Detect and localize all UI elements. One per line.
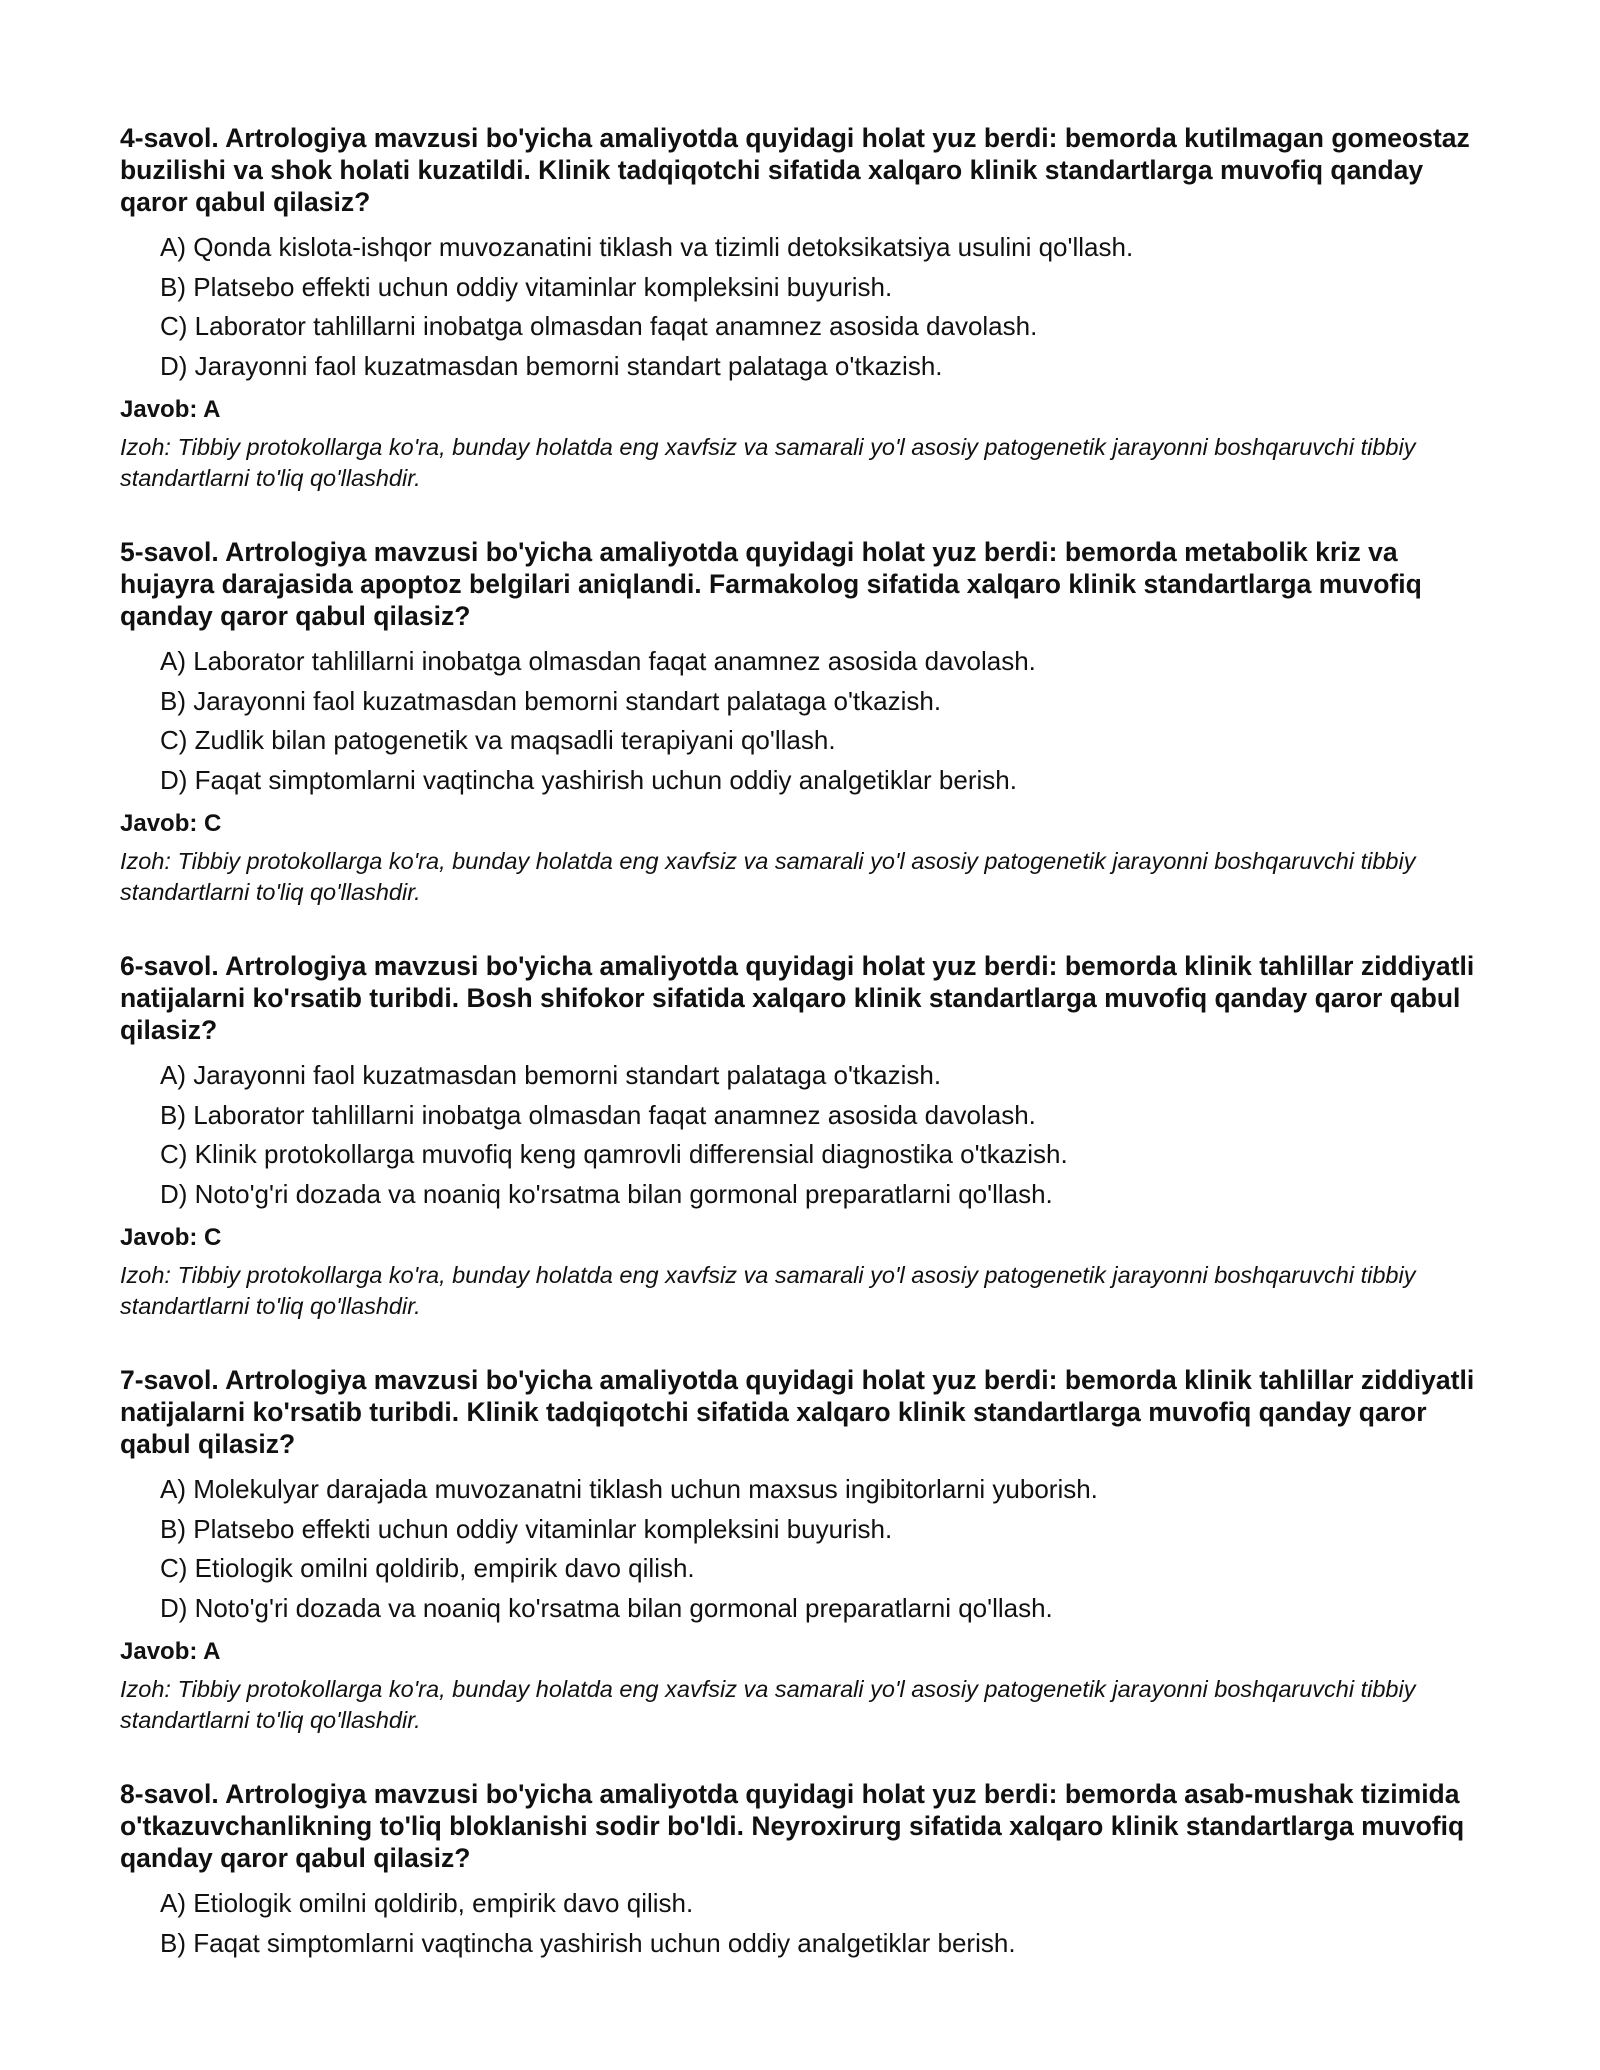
question-title: 5-savol. Artrologiya mavzusi bo'yicha amaliyotda quyidagi holat yuz berdi: bemorda metabolik kriz va hujayra darajasida apoptoz belgilari aniqlandi. Farmakolog sifatida xalqaro klinik standartlarga muvofiq qanday qaror qabul qilasiz? <box>120 537 1422 631</box>
option-c: C) Laborator tahlillarni inobatga olmasdan faqat anamnez asosida davolash. <box>160 311 1038 341</box>
option-list <box>120 1884 1490 1963</box>
document-page <box>120 122 1490 2005</box>
option-a: A) Laborator tahlillarni inobatga olmasdan faqat anamnez asosida davolash. <box>160 646 1036 676</box>
option-a: A) Jarayonni faol kuzatmasdan bemorni standart palataga o'tkazish. <box>160 1060 942 1090</box>
option-b: B) Jarayonni faol kuzatmasdan bemorni standart palataga o'tkazish. <box>160 685 942 716</box>
explanation: Izoh: Tibbiy protokollarga ko'ra, bunday holatda eng xavfsiz va samarali yo'l asosiy patogenetik jarayonni boshqaruvchi tibbiy standartlarni to'liq qo'llashdir. <box>120 1676 1416 1733</box>
option-d: D) Noto'g'ri dozada va noaniq ko'rsatma bilan gormonal preparatlarni qo'llash. <box>160 1592 1053 1623</box>
explanation: Izoh: Tibbiy protokollarga ko'ra, bunday holatda eng xavfsiz va samarali yo'l asosiy patogenetik jarayonni boshqaruvchi tibbiy standartlarni to'liq qo'llashdir. <box>120 1262 1416 1319</box>
answer: Javob: C <box>120 1224 222 1251</box>
option-list <box>120 642 1490 800</box>
question-5 <box>120 536 1490 908</box>
question-title: 4-savol. Artrologiya mavzusi bo'yicha amaliyotda quyidagi holat yuz berdi: bemorda kutilmagan gomeostaz buzilishi va shok holati kuzatildi. Klinik tadqiqotchi sifatida xalqaro klinik standartlarga muvofiq qanday qaror qabul qilasiz? <box>120 123 1470 217</box>
question-title: 7-savol. Artrologiya mavzusi bo'yicha amaliyotda quyidagi holat yuz berdi: bemorda klinik tahlillar ziddiyatli natijalarni ko'rsatib turibdi. Klinik tadqiqotchi sifatida xalqaro klinik standartlarga muvofiq qanday qaror qabul qilasiz? <box>120 1365 1475 1459</box>
answer: Javob: C <box>120 810 222 837</box>
option-b: B) Platsebo effekti uchun oddiy vitaminlar kompleksini buyurish. <box>160 271 893 302</box>
question-6 <box>120 950 1490 1322</box>
option-list <box>120 1056 1490 1214</box>
question-title: 8-savol. Artrologiya mavzusi bo'yicha amaliyotda quyidagi holat yuz berdi: bemorda asab-mushak tizimida o'tkazuvchanlikning to'liq bloklanishi sodir bo'ldi. Neyroxirurg sifatida xalqaro klinik standartlarga muvofiq qanday qaror qabul qilasiz? <box>120 1779 1465 1873</box>
option-d: D) Jarayonni faol kuzatmasdan bemorni standart palataga o'tkazish. <box>160 350 943 381</box>
option-b: B) Laborator tahlillarni inobatga olmasdan faqat anamnez asosida davolash. <box>160 1099 1036 1130</box>
option-d: D) Faqat simptomlarni vaqtincha yashirish uchun oddiy analgetiklar berish. <box>160 764 1017 795</box>
answer: Javob: A <box>120 1638 221 1665</box>
option-c: C) Zudlik bilan patogenetik va maqsadli terapiyani qo'llash. <box>160 725 836 755</box>
answer: Javob: A <box>120 396 221 423</box>
option-list <box>120 228 1490 386</box>
question-4 <box>120 122 1490 494</box>
question-title: 6-savol. Artrologiya mavzusi bo'yicha amaliyotda quyidagi holat yuz berdi: bemorda klinik tahlillar ziddiyatli natijalarni ko'rsatib turibdi. Bosh shifokor sifatida xalqaro klinik standartlarga muvofiq qanday qaror qabul qilasiz? <box>120 951 1475 1045</box>
option-a: A) Molekulyar darajada muvozanatni tiklash uchun maxsus ingibitorlarni yuborish. <box>160 1474 1098 1504</box>
question-8 <box>120 1778 1490 1963</box>
option-a: A) Etiologik omilni qoldirib, empirik davo qilish. <box>160 1888 694 1918</box>
explanation: Izoh: Tibbiy protokollarga ko'ra, bunday holatda eng xavfsiz va samarali yo'l asosiy patogenetik jarayonni boshqaruvchi tibbiy standartlarni to'liq qo'llashdir. <box>120 848 1416 905</box>
explanation: Izoh: Tibbiy protokollarga ko'ra, bunday holatda eng xavfsiz va samarali yo'l asosiy patogenetik jarayonni boshqaruvchi tibbiy standartlarni to'liq qo'llashdir. <box>120 434 1416 491</box>
option-a: A) Qonda kislota-ishqor muvozanatini tiklash va tizimli detoksikatsiya usulini qo'llash. <box>160 232 1134 262</box>
question-7 <box>120 1364 1490 1736</box>
option-d: D) Noto'g'ri dozada va noaniq ko'rsatma bilan gormonal preparatlarni qo'llash. <box>160 1178 1053 1209</box>
option-c: C) Klinik protokollarga muvofiq keng qamrovli differensial diagnostika o'tkazish. <box>160 1139 1068 1169</box>
option-c: C) Etiologik omilni qoldirib, empirik davo qilish. <box>160 1553 695 1583</box>
option-b: B) Faqat simptomlarni vaqtincha yashirish uchun oddiy analgetiklar berish. <box>160 1927 1016 1958</box>
option-b: B) Platsebo effekti uchun oddiy vitaminlar kompleksini buyurish. <box>160 1513 893 1544</box>
option-list <box>120 1470 1490 1628</box>
